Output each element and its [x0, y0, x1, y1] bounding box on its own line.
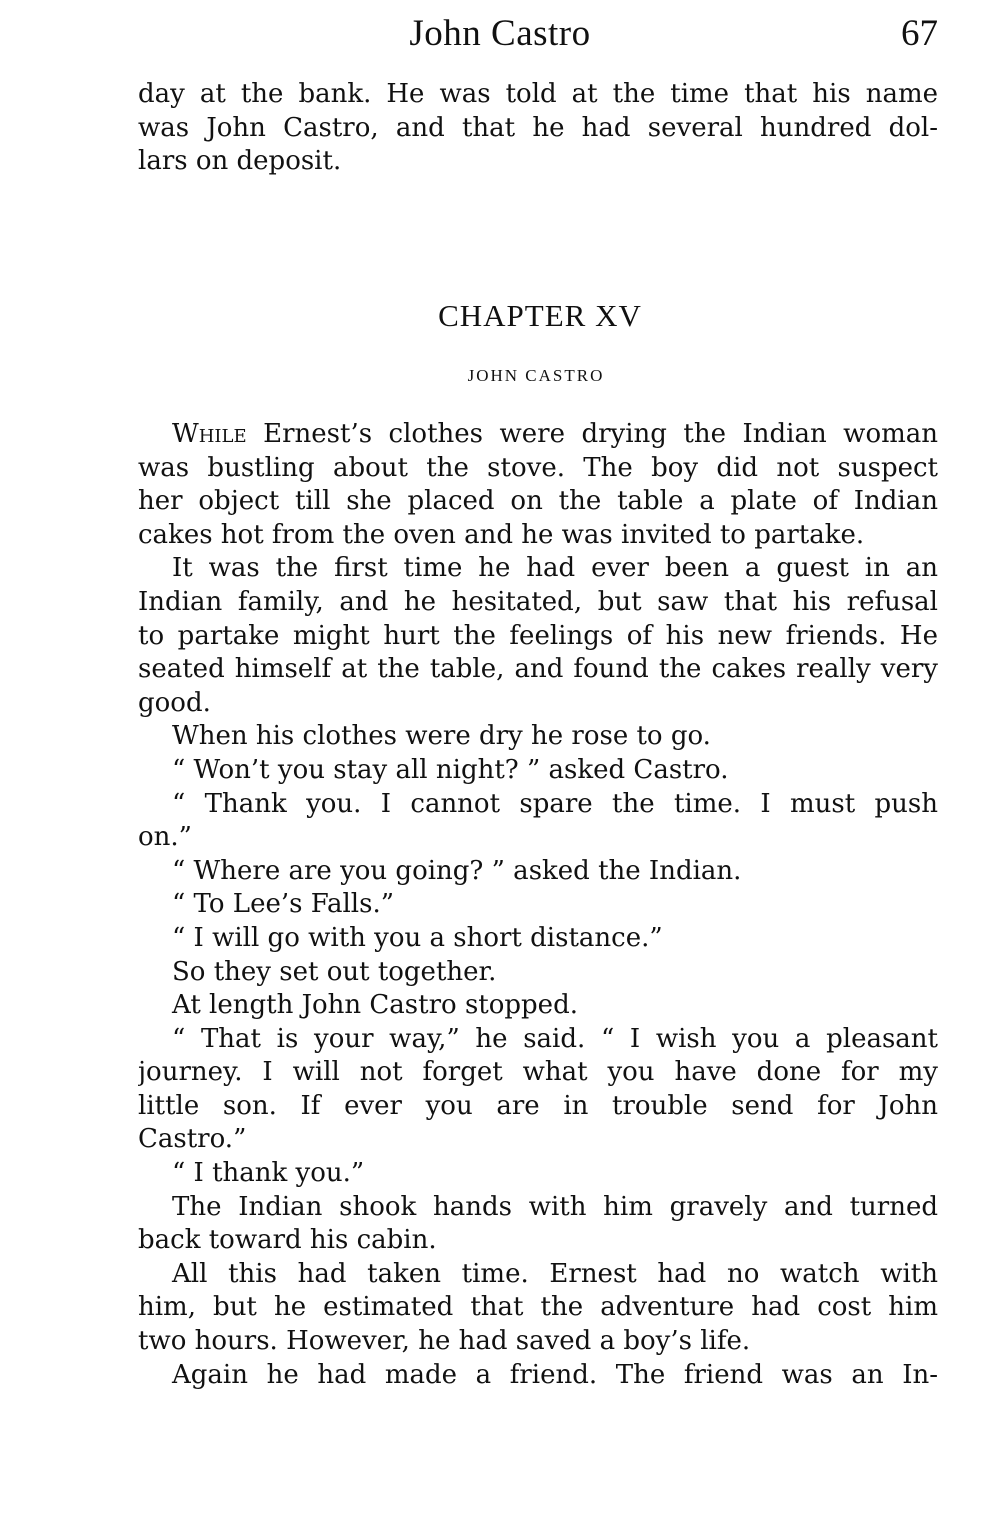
text-line: The Indian shook hands with him gravely and turned: [172, 1191, 938, 1222]
chapter-body: [138, 418, 938, 1392]
text-line: was John Castro, and that he had several hundred dol-: [138, 112, 938, 143]
text-line: Again he had made a friend. The friend was an In-: [172, 1359, 938, 1390]
running-title: John Castro: [409, 13, 591, 54]
text-line: “ That is your way,” he said. “ I wish you a pleasant: [172, 1023, 938, 1054]
opening-paragraph: [138, 78, 938, 179]
text-line: little son. If ever you are in trouble send for John: [138, 1090, 938, 1121]
text-line: At length John Castro stopped.: [172, 990, 578, 1021]
text-line: day at the bank. He was told at the time that his name: [138, 79, 938, 109]
text-line: back toward his cabin.: [138, 1225, 437, 1256]
chapter-subtitle: JOHN CASTRO: [467, 366, 605, 385]
text-line: When his clothes were dry he rose to go.: [172, 721, 711, 752]
text-line: good.: [138, 687, 211, 718]
text-line: Indian family, and he hesitated, but saw that his refusal: [138, 586, 938, 617]
text-line: her object till she placed on the table a plate of Indian: [138, 486, 938, 517]
text-line: to partake might hurt the feelings of his new friends. He: [138, 620, 938, 651]
text-line: Castro.”: [138, 1124, 247, 1155]
page-number: 67: [901, 13, 938, 54]
text-line: journey. I will not forget what you have done for my: [138, 1057, 938, 1088]
text-line: seated himself at the table, and found the cakes really very: [138, 654, 938, 685]
text-line: “ Won’t you stay all night? ” asked Castro.: [172, 754, 729, 785]
drop-word: While: [172, 419, 247, 449]
text-line-rest: Ernest’s clothes were drying the Indian woman: [246, 419, 938, 449]
text-line: on.”: [138, 822, 192, 853]
text-line: “ Thank you. I cannot spare the time. I must push: [172, 788, 938, 819]
text-line: [138, 418, 938, 452]
text-line: cakes hot from the oven and he was invited to partake.: [138, 519, 865, 550]
text-line: It was the first time he had ever been a guest in an: [172, 553, 938, 584]
text-line: All this had taken time. Ernest had no watch with: [172, 1258, 938, 1289]
text-line: “ Where are you going? ” asked the Indian.: [172, 855, 742, 886]
chapter-title: CHAPTER XV: [438, 298, 642, 333]
text-line: “ To Lee’s Falls.”: [172, 889, 395, 920]
text-line: lars on deposit.: [138, 146, 342, 177]
text-line: “ I thank you.”: [172, 1158, 365, 1189]
text-line: was bustling about the stove. The boy did not suspect: [138, 452, 938, 483]
text-line: So they set out together.: [172, 956, 497, 987]
text-line: him, but he estimated that the adventure had cost him: [138, 1292, 938, 1323]
text-line: “ I will go with you a short distance.”: [172, 922, 663, 953]
text-line: two hours. However, he had saved a boy’s life.: [138, 1326, 751, 1357]
